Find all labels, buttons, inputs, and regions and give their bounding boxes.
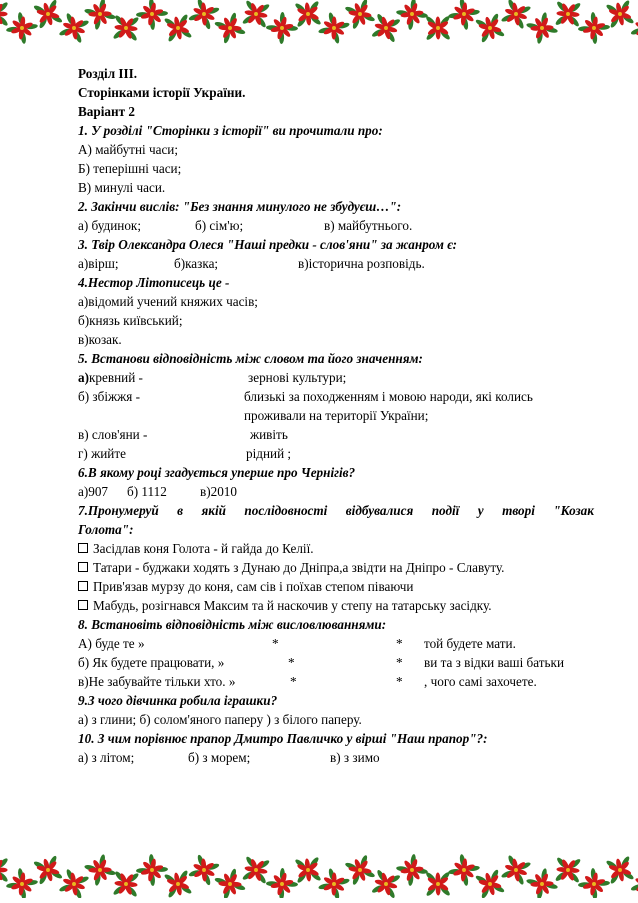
poinsettia-icon [188, 854, 220, 886]
q1-option-b: Б) теперішні часи; [78, 161, 182, 176]
poinsettia-icon [578, 868, 610, 898]
question-8: 8. Встановіть відповідність між висловлюваннями: [78, 617, 387, 632]
poinsettia-icon [630, 12, 638, 44]
poinsettia-icon [33, 0, 63, 29]
poinsettia-icon [448, 854, 480, 886]
poinsettia-icon [371, 869, 401, 898]
q5-meaning-b-cont: проживали на території України; [244, 408, 429, 423]
q6-option-b: б) 1112 [127, 484, 167, 499]
q8-star-left-2: * [288, 655, 295, 670]
poinsettia-icon [425, 15, 451, 41]
poinsettia-icon [58, 868, 89, 898]
question-6: 6.В якому році згадується уперше про Чернігів? [78, 465, 356, 480]
poinsettia-icon [112, 14, 140, 42]
q7-event-4: Мабудь, розігнався Максим та й наскочив у степу на татарську засідку. [78, 596, 492, 615]
q1-option-c: В) минулі часи. [78, 180, 166, 195]
q5-meaning-a: зернові культури; [248, 370, 347, 385]
q5-word-a: а)кревний - [78, 370, 143, 385]
poinsettia-icon [318, 868, 350, 898]
poinsettia-icon [578, 12, 610, 44]
q10-option-a: а) з літом; [78, 750, 135, 765]
q8-left-3: в)Не забувайте тільки хто. » [78, 674, 236, 689]
poinsettia-icon [425, 871, 451, 897]
poinsettia-icon [294, 0, 322, 28]
q7-event-1: Засідлав коня Голота - й гайда до Келії. [78, 539, 314, 558]
poinsettia-icon [526, 868, 558, 898]
question-10: 10. З чим порівнює прапор Дмитро Павличко у вірші "Наш прапор"?: [78, 731, 488, 746]
poinsettia-icon [188, 0, 220, 30]
poinsettia-icon [242, 0, 271, 28]
poinsettia-icon [554, 0, 581, 27]
q6-option-c: в)2010 [200, 484, 237, 499]
question-7: 7.Пронумеруй в якій послідовності відбувалися події у творі "Козак [78, 503, 594, 518]
poinsettia-icon [6, 12, 38, 44]
poinsettia-icon [266, 868, 298, 898]
poinsettia-icon [33, 855, 63, 885]
q4-option-b: б)князь київський; [78, 313, 183, 328]
poinsettia-icon [242, 856, 271, 885]
q8-star-left-1: * [272, 636, 279, 651]
question-3: 3. Твір Олександра Олеся "Наші предки - слов'яни" за жанром є: [78, 237, 458, 252]
q3-option-b: б)казка; [174, 256, 219, 271]
poinsettia-icon [475, 13, 505, 43]
poinsettia-icon [605, 0, 634, 29]
section-title: Розділ ІІІ. [78, 66, 138, 81]
poinsettia-icon [214, 12, 246, 44]
q9-options: а) з глини; б) солом'яного паперу ) з білого паперу. [78, 712, 362, 727]
poinsettia-icon [6, 868, 38, 898]
q2-option-c: в) майбутнього. [324, 218, 413, 233]
question-7-cont: Голота": [78, 522, 134, 537]
question-9: 9.З чого дівчинка робила іграшки? [78, 693, 278, 708]
q5-meaning-c: живіть [250, 427, 288, 442]
poinsettia-icon [163, 869, 192, 898]
checkbox-icon[interactable] [78, 600, 88, 610]
poinsettia-icon [526, 12, 558, 44]
q8-right-3: , чого самі захочете. [424, 674, 537, 689]
poinsettia-icon [371, 13, 401, 43]
poinsettia-border-top [0, 0, 638, 44]
variant-label: Варіант 2 [78, 104, 135, 119]
poinsettia-icon [554, 856, 581, 883]
q2-option-a: а) будинок; [78, 218, 141, 233]
checkbox-icon[interactable] [78, 581, 88, 591]
q8-star-right-2: * [396, 655, 403, 670]
poinsettia-icon [58, 12, 89, 43]
q5-word-c: в) слов'яни - [78, 427, 148, 442]
poinsettia-icon [318, 12, 350, 44]
checkbox-icon[interactable] [78, 562, 88, 572]
q8-right-2: ви та з відки ваші батьки [424, 655, 565, 670]
poinsettia-icon [214, 868, 246, 898]
question-4: 4.Нестор Літописець це - [78, 275, 230, 290]
poinsettia-icon [0, 1, 9, 27]
question-1: 1. У розділі "Сторінки з історії" ви прочитали про: [78, 123, 383, 138]
question-5: 5. Встанови відповідність між словом та його значенням: [78, 351, 423, 366]
q6-option-a: а)907 [78, 484, 109, 499]
poinsettia-icon [266, 12, 298, 44]
q10-option-b: б) з морем; [188, 750, 251, 765]
q4-option-a: а)відомий учений княжих часів; [78, 294, 258, 309]
q7-event-2: Татари - буджаки ходять з Дунаю до Дніпра,а звідти на Дніпро - Славуту. [78, 558, 504, 577]
q5-word-d: г) жийте [78, 446, 126, 461]
q8-left-1: А) буде те » [78, 636, 145, 651]
poinsettia-icon [475, 869, 505, 898]
q5-meaning-d: рідний ; [246, 446, 292, 461]
q5-meaning-b: близькі за походженням і мовою народи, які колись [244, 389, 533, 404]
q8-star-right-1: * [396, 636, 403, 651]
poinsettia-icon [136, 854, 168, 886]
q8-right-1: той будете мати. [424, 636, 516, 651]
q8-left-2: б) Як будете працювати, » [78, 655, 225, 670]
q7-event-3: Прив'язав мурзу до коня, сам сів і поїхав степом піваючи [78, 577, 413, 596]
poinsettia-icon [396, 854, 428, 886]
poinsettia-icon [294, 856, 322, 884]
q2-option-b: б) сім'ю; [195, 218, 244, 233]
q1-option-a: А) майбутні часи; [78, 142, 179, 157]
poinsettia-icon [0, 857, 9, 883]
checkbox-icon[interactable] [78, 543, 88, 553]
q3-option-a: а)вірш; [78, 256, 119, 271]
poinsettia-icon [163, 13, 192, 42]
q5-word-b: б) збіжжя - [78, 389, 140, 404]
q3-option-c: в)історична розповідь. [298, 256, 425, 271]
poinsettia-icon [448, 0, 480, 30]
q8-star-right-3: * [396, 674, 403, 689]
section-subtitle: Сторінками історії України. [78, 85, 246, 100]
poinsettia-icon [605, 855, 634, 884]
q8-star-left-3: * [290, 674, 297, 689]
q4-option-c: в)козак. [78, 332, 122, 347]
poinsettia-icon [112, 870, 140, 898]
q10-option-c: в) з зимо [330, 750, 380, 765]
poinsettia-icon [84, 0, 116, 30]
poinsettia-icon [84, 854, 116, 886]
poinsettia-icon [396, 0, 428, 30]
poinsettia-border-bottom [0, 854, 638, 898]
poinsettia-icon [136, 0, 168, 30]
poinsettia-icon [630, 868, 638, 898]
question-2: 2. Закінчи вислів: "Без знання минулого не збудуєш…": [78, 199, 402, 214]
